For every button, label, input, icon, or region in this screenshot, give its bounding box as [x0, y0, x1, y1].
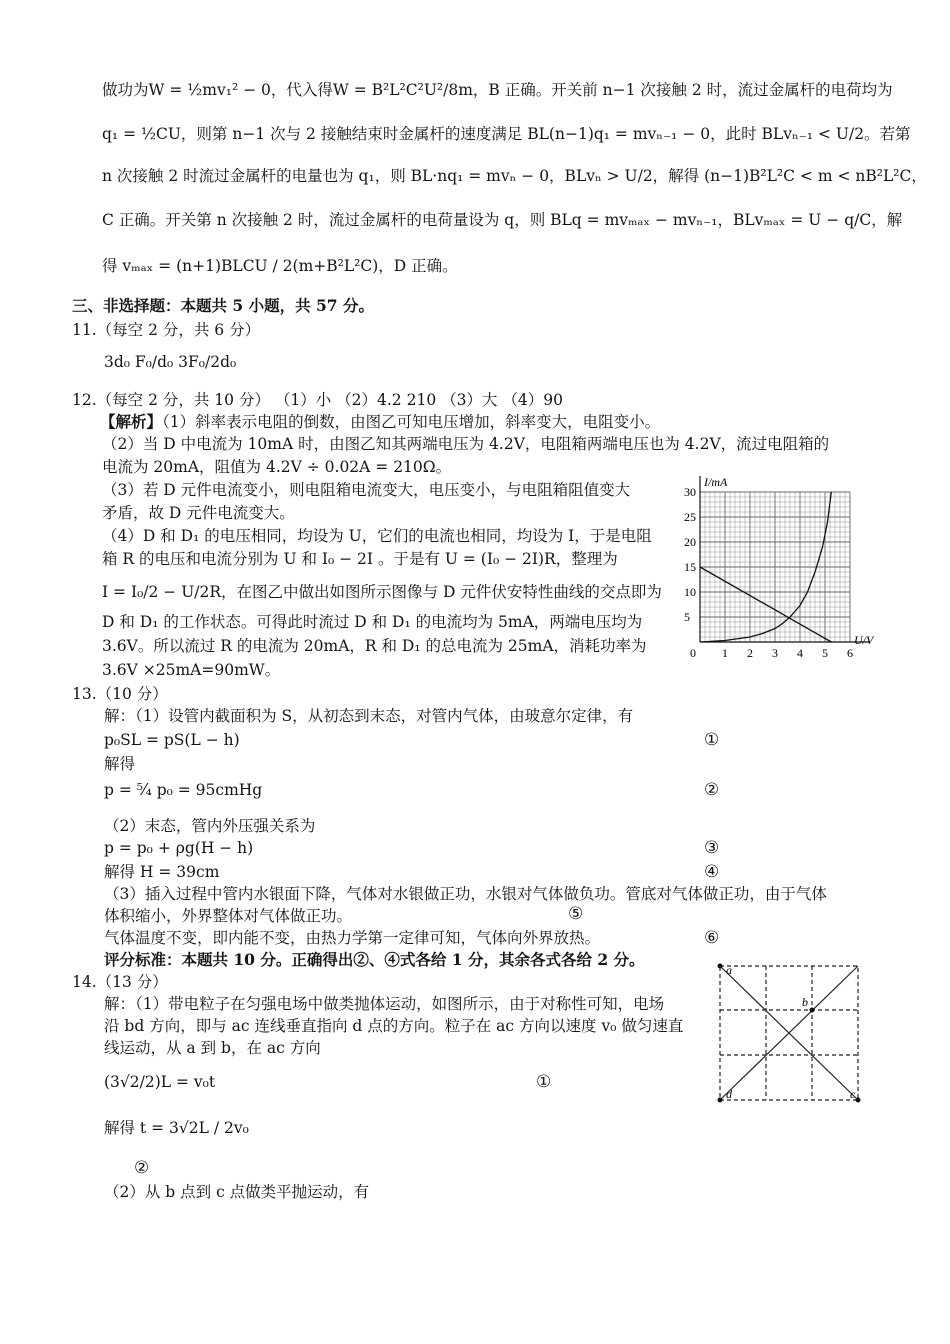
point-b [810, 1008, 815, 1013]
q11-answers: 3d₀ F₀/d₀ 3F₀/2d₀ [104, 353, 237, 371]
q13-heading: 13.（10 分） [72, 685, 168, 703]
q14-mark-2: ② [134, 1158, 150, 1178]
y-tick-label: 25 [684, 510, 696, 524]
q12-para-4f: 3.6V ×25mA=90mW。 [102, 661, 281, 679]
q12-jiexi-label: 【解析】 [100, 412, 163, 431]
q14-step-1c: 线运动，从 a 到 b，在 ac 方向 [104, 1039, 321, 1057]
q13-step-2: （2）末态，管内外压强关系为 [104, 817, 316, 835]
q14-eq-1: (3√2/2)L = v₀t [104, 1073, 216, 1091]
q13-eq-1: p₀SL = pS(L − h) [104, 731, 240, 749]
x-tick-label: 0 [690, 646, 696, 660]
q11-heading: 11.（每空 2 分，共 6 分） [72, 321, 261, 339]
x-axis-label: U/V [854, 633, 874, 647]
q13-step-3c: 气体温度不变，即内能不变，由热力学第一定律可知，气体向外界放热。 [104, 929, 601, 947]
q14-eq-2: 解得 t = 3√2L / 2v₀ [104, 1119, 249, 1137]
point-c [856, 1098, 861, 1103]
q12-para-4d: D 和 D₁ 的工作状态。可得此时流过 D 和 D₁ 的电流均为 5mA，两端电压均为 [102, 613, 643, 631]
q12-para-2a: （2）当 D 中电流为 10mA 时，由图乙知其两端电压为 4.2V，电阻箱两端电压也为 4.2V，流过电阻箱的 [102, 435, 830, 453]
q12-para-3b: 矛盾，故 D 元件电流变大。 [102, 504, 295, 522]
y-tick-label: 10 [684, 585, 696, 599]
x-tick-label: 6 [847, 646, 853, 660]
q13-mark-6: ⑥ [704, 928, 720, 948]
q13-mark-3: ③ [704, 838, 720, 858]
intro-line-4: C 正确。开关第 n 次接触 2 时，流过金属杆的电荷量设为 q，则 BLq = mvₘₐₓ − mvₙ₋₁，BLvₘₐₓ = U − q/C，解 [102, 211, 903, 229]
q14-heading: 14.（13 分） [72, 973, 168, 991]
iv-characteristic-chart [682, 474, 892, 674]
q13-mark-5: ⑤ [568, 904, 584, 924]
q13-mark-1: ① [704, 730, 720, 750]
label-d: d [726, 1087, 732, 1101]
q14-mark-1: ① [536, 1072, 552, 1092]
q13-step-3b: 体积缩小，外界整体对气体做正功。 [104, 907, 353, 925]
series-load-line [700, 567, 831, 642]
intro-line-2: q₁ = ½CU，则第 n−1 次与 2 接触结束时金属杆的速度满足 BL(n−1)q₁ = mvₙ₋₁ − 0，此时 BLvₙ₋₁ < U/2。若第 [102, 125, 911, 143]
q12-para-2b: 电流为 20mA，阻值为 4.2V ÷ 0.02A = 210Ω。 [102, 458, 452, 476]
q13-mark-4: ④ [704, 862, 720, 882]
x-tick-label: 2 [747, 646, 753, 660]
q13-step-1: 解：（1）设管内截面积为 S，从初态到末态，对管内气体，由玻意尔定律，有 [104, 707, 634, 725]
y-tick-label: 20 [684, 535, 696, 549]
x-tick-label: 4 [797, 646, 803, 660]
label-b: b [802, 995, 808, 1009]
q12-para-4c: I = I₀/2 − U/2R，在图乙中做出如图所示图像与 D 元件伏安特性曲线的交点即为 [102, 583, 662, 601]
x-tick-label: 3 [772, 646, 778, 660]
q13-jiede: 解得 [104, 755, 136, 773]
q14-step-2: （2）从 b 点到 c 点做类平抛运动，有 [104, 1183, 370, 1201]
point-d [718, 1098, 723, 1103]
q14-step-1b: 沿 bd 方向，即与 ac 连线垂直指向 d 点的方向。粒子在 ac 方向以速度 v₀ 做匀速直 [104, 1017, 684, 1035]
q13-eq-4: 解得 H = 39cm [104, 863, 220, 881]
y-axis-label: I/mA [704, 475, 728, 489]
intro-line-3: n 次接触 2 时流过金属杆的电量也为 q₁，则 BL·nq₁ = mvₙ − 0，BLvₙ > U/2，解得 (n−1)B²L²C < m < nB²L²C， [102, 167, 927, 185]
y-tick-label: 5 [684, 610, 690, 624]
q14-step-1a: 解：（1）带电粒子在匀强电场中做类抛体运动，如图所示，由于对称性可知，电场 [104, 995, 665, 1013]
intro-line-1: 做功为W = ½mv₁² − 0，代入得W = B²L²C²U²/8m，B 正确。开关前 n−1 次接触 2 时，流过金属杆的电荷均为 [102, 81, 893, 99]
x-tick-label: 1 [722, 646, 728, 660]
q13-score-criteria: 评分标准：本题共 10 分。正确得出②、④式各给 1 分，其余各式各给 2 分。 [104, 950, 645, 969]
q13-mark-2: ② [704, 780, 720, 800]
y-tick-label: 15 [684, 560, 696, 574]
intro-line-5: 得 vₘₐₓ = (n+1)BLCU / 2(m+B²L²C)，D 正确。 [102, 257, 458, 275]
q14-field-diagram [712, 958, 868, 1108]
q12-para-3a: （3）若 D 元件电流变小，则电阻箱电流变大，电压变小，与电阻箱阻值变大 [102, 481, 631, 499]
q12-para-4b: 箱 R 的电压和电流分别为 U 和 I₀ − 2I 。于是有 U = (I₀ − 2I)R，整理为 [102, 550, 618, 568]
q12-para-4e: 3.6V。所以流过 R 的电流为 20mA，R 和 D₁ 的总电流为 25mA，消耗功率为 [102, 637, 647, 655]
q12-para-1: （1）斜率表示电阻的倒数，由图乙可知电压增加，斜率变大，电阻变小。 [162, 413, 661, 431]
q12-heading: 12.（每空 2 分，共 10 分） （1）小 （2）4.2 210 （3）大 （4）90 [72, 391, 563, 409]
q13-eq-2: p = ⁵⁄₄ p₀ = 95cmHg [104, 781, 263, 799]
q12-para-4a: （4）D 和 D₁ 的电压相同，均设为 U，它们的电流也相同，均设为 I，于是电阻 [102, 527, 652, 545]
label-a: a [726, 963, 732, 977]
point-a [718, 964, 723, 969]
section-3-heading: 三、非选择题：本题共 5 小题，共 57 分。 [72, 296, 374, 315]
label-c: c [850, 1087, 856, 1101]
q13-step-3a: （3）插入过程中管内水银面下降，气体对水银做正功，水银对气体做负功。管底对气体做正功，由于气体 [104, 885, 827, 903]
q13-eq-3: p = p₀ + ρg(H − h) [104, 839, 254, 857]
x-tick-label: 5 [822, 646, 828, 660]
y-tick-label: 30 [684, 485, 696, 499]
